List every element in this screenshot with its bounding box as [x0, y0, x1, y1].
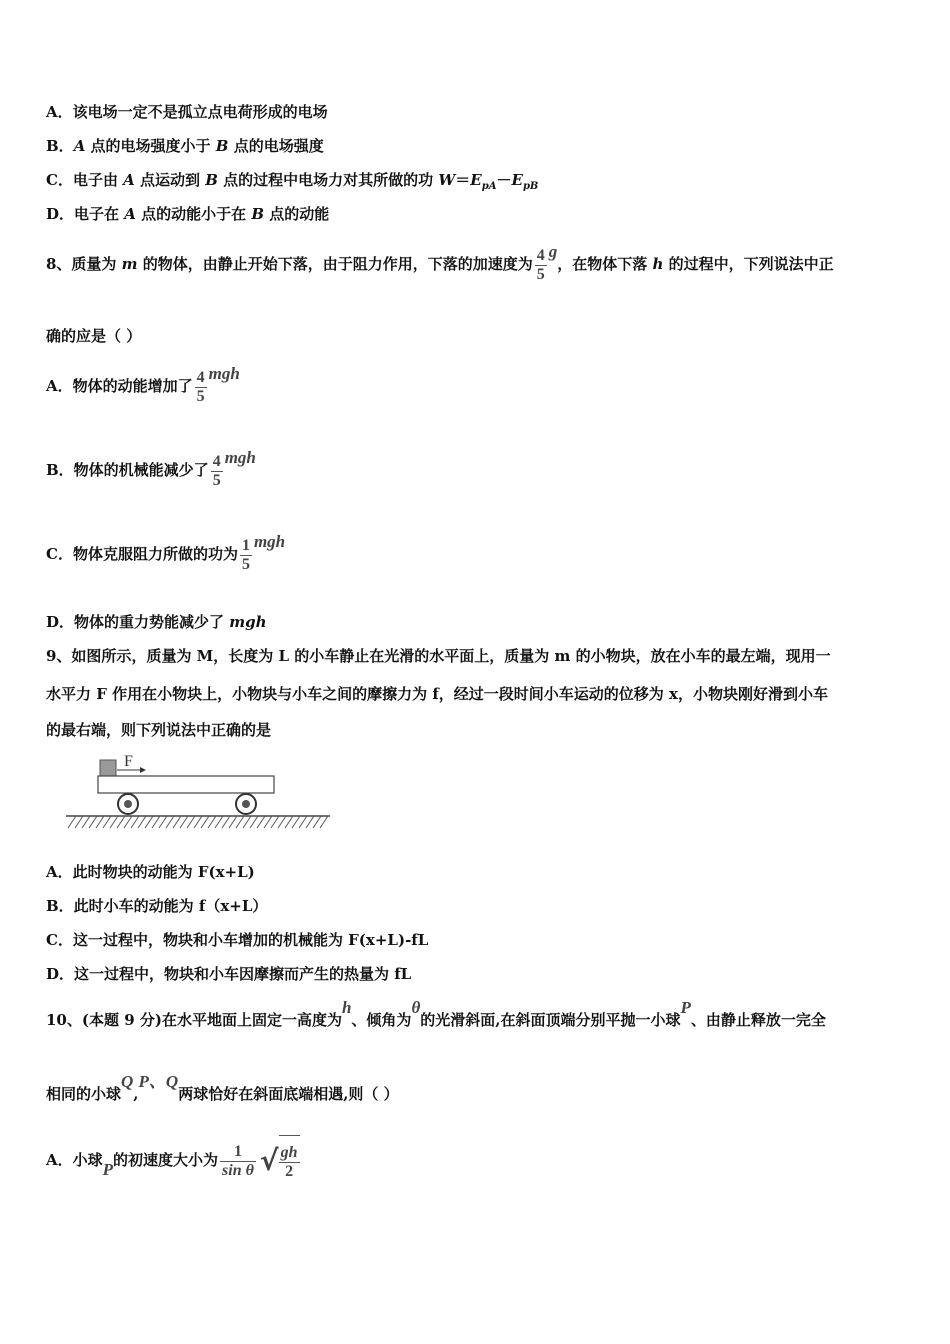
q8-accel-fraction — [535, 247, 547, 284]
q9-cart-figure — [60, 750, 336, 834]
q10-q-var-2: Q — [165, 1072, 179, 1091]
q9-option-b: B．此时小车的动能为 f（x+L） — [46, 897, 268, 915]
q7-c-eq: ＝ — [455, 171, 471, 189]
q8-d-var: mgh — [229, 613, 267, 631]
q8-accel-num: 4 — [536, 246, 545, 264]
q8-a-num: 4 — [196, 368, 205, 386]
q7-b-end: 点的电场强度 — [228, 137, 324, 155]
q7-c-e2: E — [511, 171, 523, 189]
q8-d-text: D．物体的重力势能减少了 — [46, 613, 230, 631]
q7-option-d — [46, 204, 329, 224]
q8-accel-var: g — [548, 242, 558, 261]
q10-stem-line1 — [46, 1000, 826, 1040]
ground-hatching — [68, 816, 328, 828]
q8-c-fraction — [240, 537, 252, 574]
q8-a-den: 5 — [196, 387, 205, 405]
q9-option-d: D．这一过程中，物块和小车因摩擦而产生的热量为 fL — [46, 965, 412, 983]
q10-a-text1: A．小球 — [46, 1151, 103, 1169]
q10-a-p-var: P — [102, 1160, 114, 1179]
q8-option-a — [46, 366, 240, 406]
q10-stem-d: 、由静止释放一完全 — [690, 1011, 826, 1029]
q7-d-point-b: B — [251, 205, 265, 223]
q8-stem-b: 的物体，由静止开始下落，由于阻力作用，下落的加速度为 — [137, 255, 533, 273]
q8-c-text: C．物体克服阻力所做的功为 — [46, 545, 238, 563]
force-arrowhead-icon — [140, 767, 146, 773]
q9-stem-line1: 9、如图所示，质量为 M，长度为 L 的小车静止在光滑的水平面上，质量为 m 的小物块，放在小车的最左端，现用一 — [46, 647, 831, 665]
q8-b-fraction — [211, 453, 223, 490]
q8-b-den: 5 — [212, 471, 221, 489]
q8-stem-line1 — [46, 244, 834, 284]
q7-option-b — [46, 136, 324, 156]
right-wheel-hub — [242, 800, 250, 808]
q10-p-var-2: P — [138, 1072, 149, 1091]
q8-b-var: mgh — [224, 448, 256, 467]
q7-c-sub2: pB — [522, 181, 539, 192]
sqrt-icon: √ — [259, 1144, 279, 1178]
q10-a-sqrt-den: 2 — [279, 1162, 300, 1181]
q7-c-point-b: B — [205, 171, 218, 189]
q10-a-text2: 的初速度大小为 — [113, 1151, 219, 1169]
q7-b-point-b: B — [215, 137, 229, 155]
q9-stem-line3: 的最右端，则下列说法中正确的是 — [46, 721, 272, 739]
q10-stem-line2 — [46, 1074, 399, 1114]
cart-body — [98, 776, 274, 793]
q8-mass-var: m — [121, 255, 138, 273]
q7-c-e1: E — [470, 171, 482, 189]
q10-stem2-a: 相同的小球 — [46, 1085, 122, 1103]
q8-stem-d: 的过程中，下列说法中正 — [663, 255, 834, 273]
q8-stem-line2: 确的应是（ ） — [46, 327, 142, 345]
q8-c-var: mgh — [253, 532, 286, 551]
q7-c-minus: － — [496, 171, 512, 189]
q8-c-den: 5 — [241, 555, 250, 573]
q10-a-sqrt-fraction — [279, 1144, 300, 1181]
q8-accel-den: 5 — [536, 265, 545, 283]
q10-comma: , — [133, 1085, 139, 1103]
q10-a-den: sin θ — [222, 1161, 254, 1179]
q8-b-num: 4 — [212, 452, 221, 470]
q8-option-b — [46, 450, 256, 490]
q9-option-c: C．这一过程中，物块和小车增加的机械能为 F(x+L)-fL — [46, 931, 429, 949]
q10-a-sqrt-body — [279, 1135, 300, 1188]
q7-b-mid: 点的电场强度小于 — [85, 137, 216, 155]
q10-theta-var: θ — [411, 998, 421, 1017]
q8-a-var: mgh — [208, 364, 240, 383]
q10-p-var: P — [680, 998, 691, 1017]
q7-d-point-a: A — [124, 205, 136, 223]
q7-option-a: A．该电场一定不是孤立点电荷形成的电场 — [46, 103, 328, 121]
q10-a-sqrt — [260, 1134, 300, 1188]
q7-c-sub1: pA — [481, 181, 497, 192]
q10-option-a — [46, 1134, 300, 1188]
q8-stem-c: ，在物体下落 — [557, 255, 653, 273]
q10-stem-b: 、倾角为 — [351, 1011, 412, 1029]
q10-q-var: Q — [121, 1072, 134, 1091]
q7-b-prefix: B． — [46, 137, 74, 155]
q9-option-a: A．此时物块的动能为 F(x+L) — [46, 863, 255, 881]
q10-a-num: 1 — [233, 1142, 242, 1160]
q9-stem-line2: 水平力 F 作用在小物块上，小物块与小车之间的摩擦力为 f，经过一段时间小车运动的位移为 x，小物块刚好滑到小车 — [46, 685, 828, 703]
q7-c-point-a: A — [123, 171, 135, 189]
q8-stem-a: 8、质量为 — [46, 255, 122, 273]
q10-stem2-b: 两球恰好在斜面底端相遇,则（ ） — [178, 1085, 399, 1103]
q7-c-mid2: 点的过程中电场力对其所做的功 — [217, 171, 439, 189]
force-label: F — [124, 753, 133, 770]
q10-separator: 、 — [148, 1072, 166, 1091]
q8-option-c — [46, 534, 285, 574]
q7-c-mid1: 点运动到 — [134, 171, 206, 189]
q7-d-end: 点的动能 — [264, 205, 330, 223]
q10-stem-a: 10、(本题 9 分)在水平地面上固定一高度为 — [46, 1011, 342, 1029]
q8-option-d — [46, 612, 267, 632]
q8-a-text: A．物体的动能增加了 — [46, 377, 193, 395]
q8-height-var: h — [652, 255, 664, 273]
q10-stem-c: 的光滑斜面,在斜面顶端分别平抛一小球 — [420, 1011, 681, 1029]
left-wheel-hub — [124, 800, 132, 808]
q7-b-point-a: A — [73, 137, 86, 155]
q7-d-prefix: D．电子在 — [46, 205, 125, 223]
q10-height-var: h — [341, 998, 352, 1017]
block — [100, 760, 116, 778]
q7-c-prefix: C．电子由 — [46, 171, 124, 189]
q10-a-fraction — [220, 1143, 256, 1180]
q8-c-num: 1 — [241, 536, 250, 554]
q7-option-c — [46, 170, 538, 197]
q7-d-mid: 点的动能小于在 — [135, 205, 252, 223]
q8-a-fraction — [195, 369, 207, 406]
q10-a-sqrt-num: gh — [280, 1144, 298, 1162]
q8-b-text: B．物体的机械能减少了 — [46, 461, 209, 479]
q7-c-work: W — [438, 171, 456, 189]
